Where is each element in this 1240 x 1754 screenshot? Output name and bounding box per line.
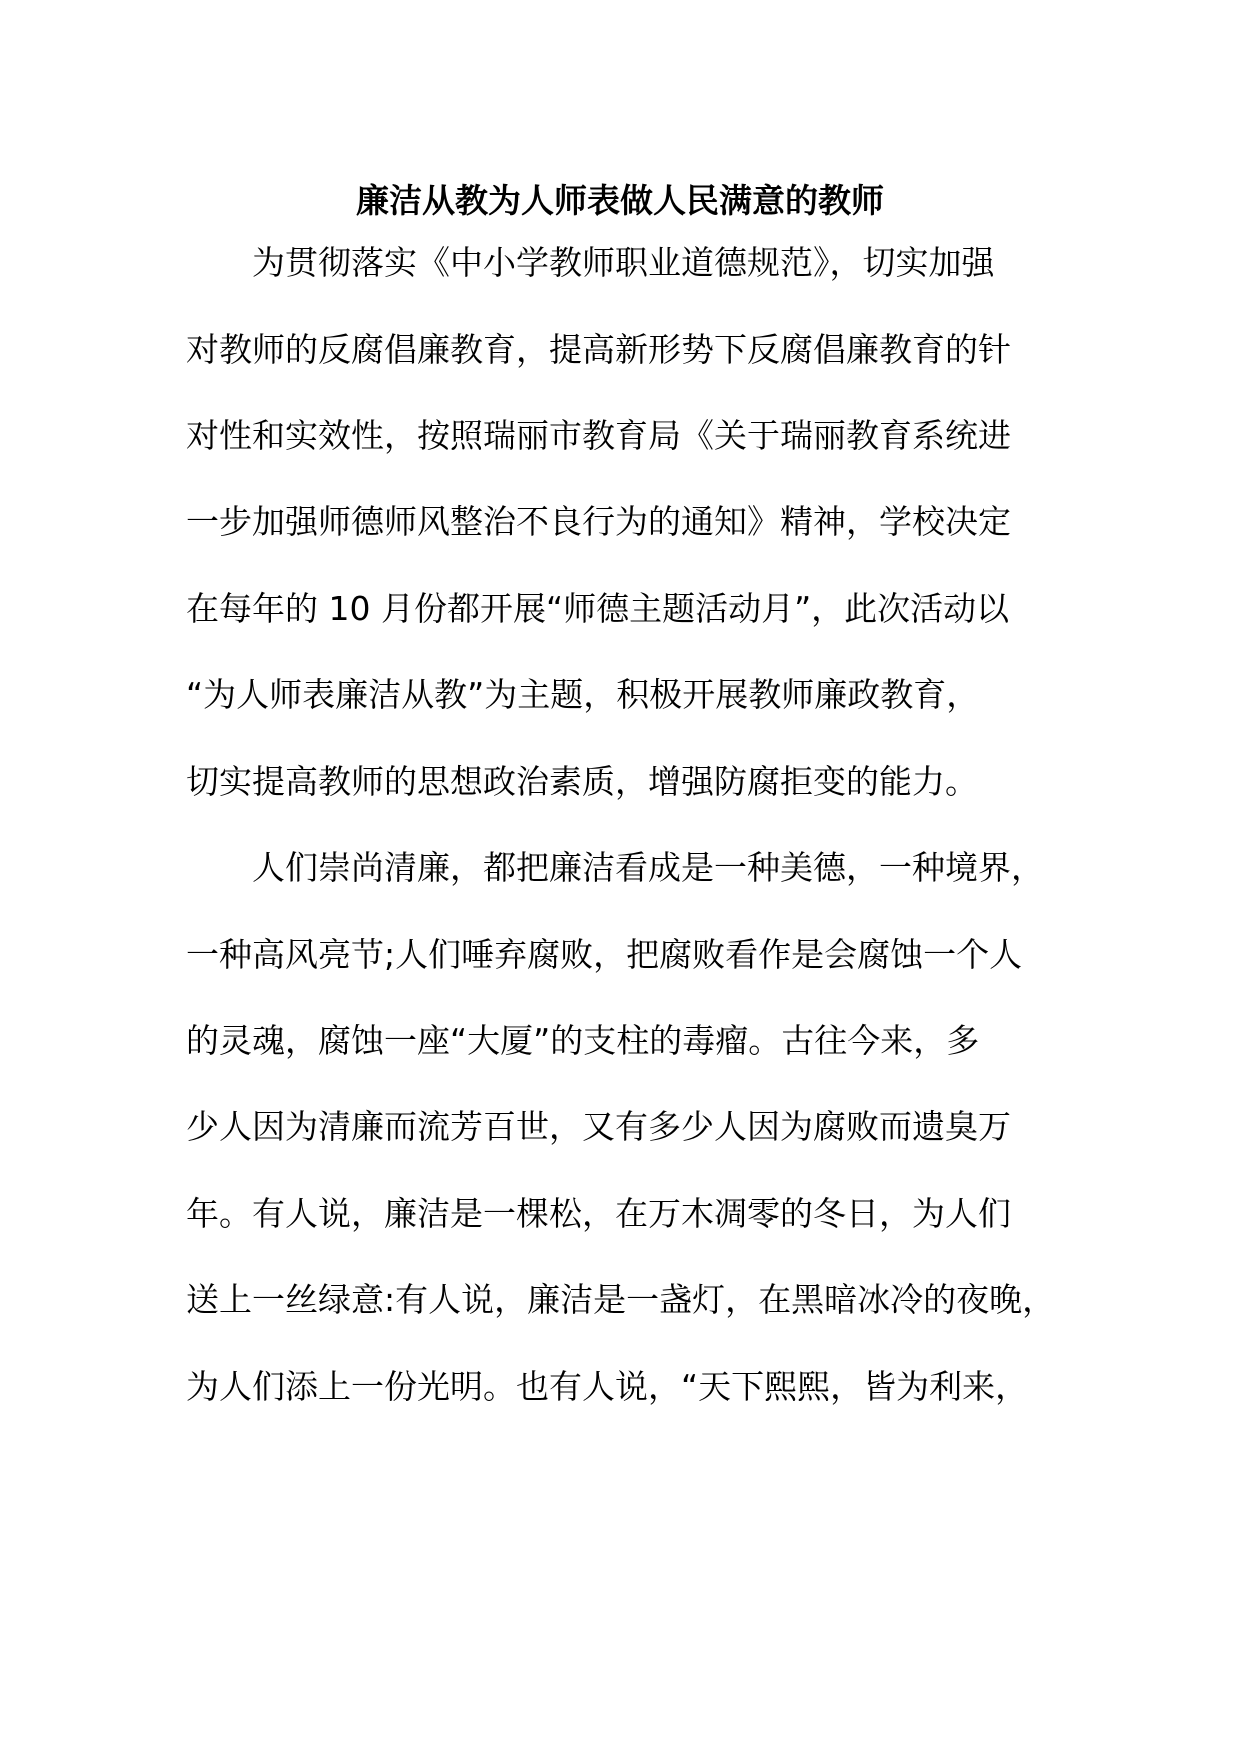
paragraph-1-line-5: 在每年的 10 月份都开展“师德主题活动月”，此次活动以 [186, 589, 1010, 628]
paragraph-1-line-2: 对教师的反腐倡廉教育，提高新形势下反腐倡廉教育的针 [186, 330, 1011, 369]
paragraph-1-line-3: 对性和实效性，按照瑞丽市教育局《关于瑞丽教育系统进 [186, 416, 1011, 455]
paragraph-2-line-5: 年。有人说，廉洁是一棵松，在万木凋零的冬日，为人们 [186, 1194, 1011, 1233]
paragraph-1-line-7: 切实提高教师的思想政治素质，增强防腐拒变的能力。 [186, 762, 978, 801]
paragraph-1-line-4: 一步加强师德师风整治不良行为的通知》精神，学校决定 [186, 502, 1011, 541]
paragraph-2-line-2: 一种高风亮节;人们唾弃腐败，把腐败看作是会腐蚀一个人 [186, 935, 1023, 974]
paragraph-2-line-7: 为人们添上一份光明。也有人说，“天下熙熙，皆为利来， [186, 1367, 1029, 1406]
paragraph-2-line-4: 少人因为清廉而流芳百世，又有多少人因为腐败而遗臭万 [186, 1107, 1011, 1146]
paragraph-1-line-1: 为贯彻落实《中小学教师职业道德规范》，切实加强 [252, 243, 995, 282]
paragraph-2-line-3: 的灵魂，腐蚀一座“大厦”的支柱的毒瘤。古往今来，多 [186, 1021, 980, 1060]
paragraph-2-line-1: 人们崇尚清廉，都把廉洁看成是一种美德，一种境界， [252, 848, 1044, 887]
paragraph-1-line-6: “为人师表廉洁从教”为主题，积极开展教师廉政教育， [186, 675, 980, 714]
document-title: 廉洁从教为人师表做人民满意的教师 [356, 181, 884, 220]
paragraph-2-line-6: 送上一丝绿意:有人说，廉洁是一盏灯，在黑暗冰冷的夜晚， [186, 1280, 1056, 1319]
